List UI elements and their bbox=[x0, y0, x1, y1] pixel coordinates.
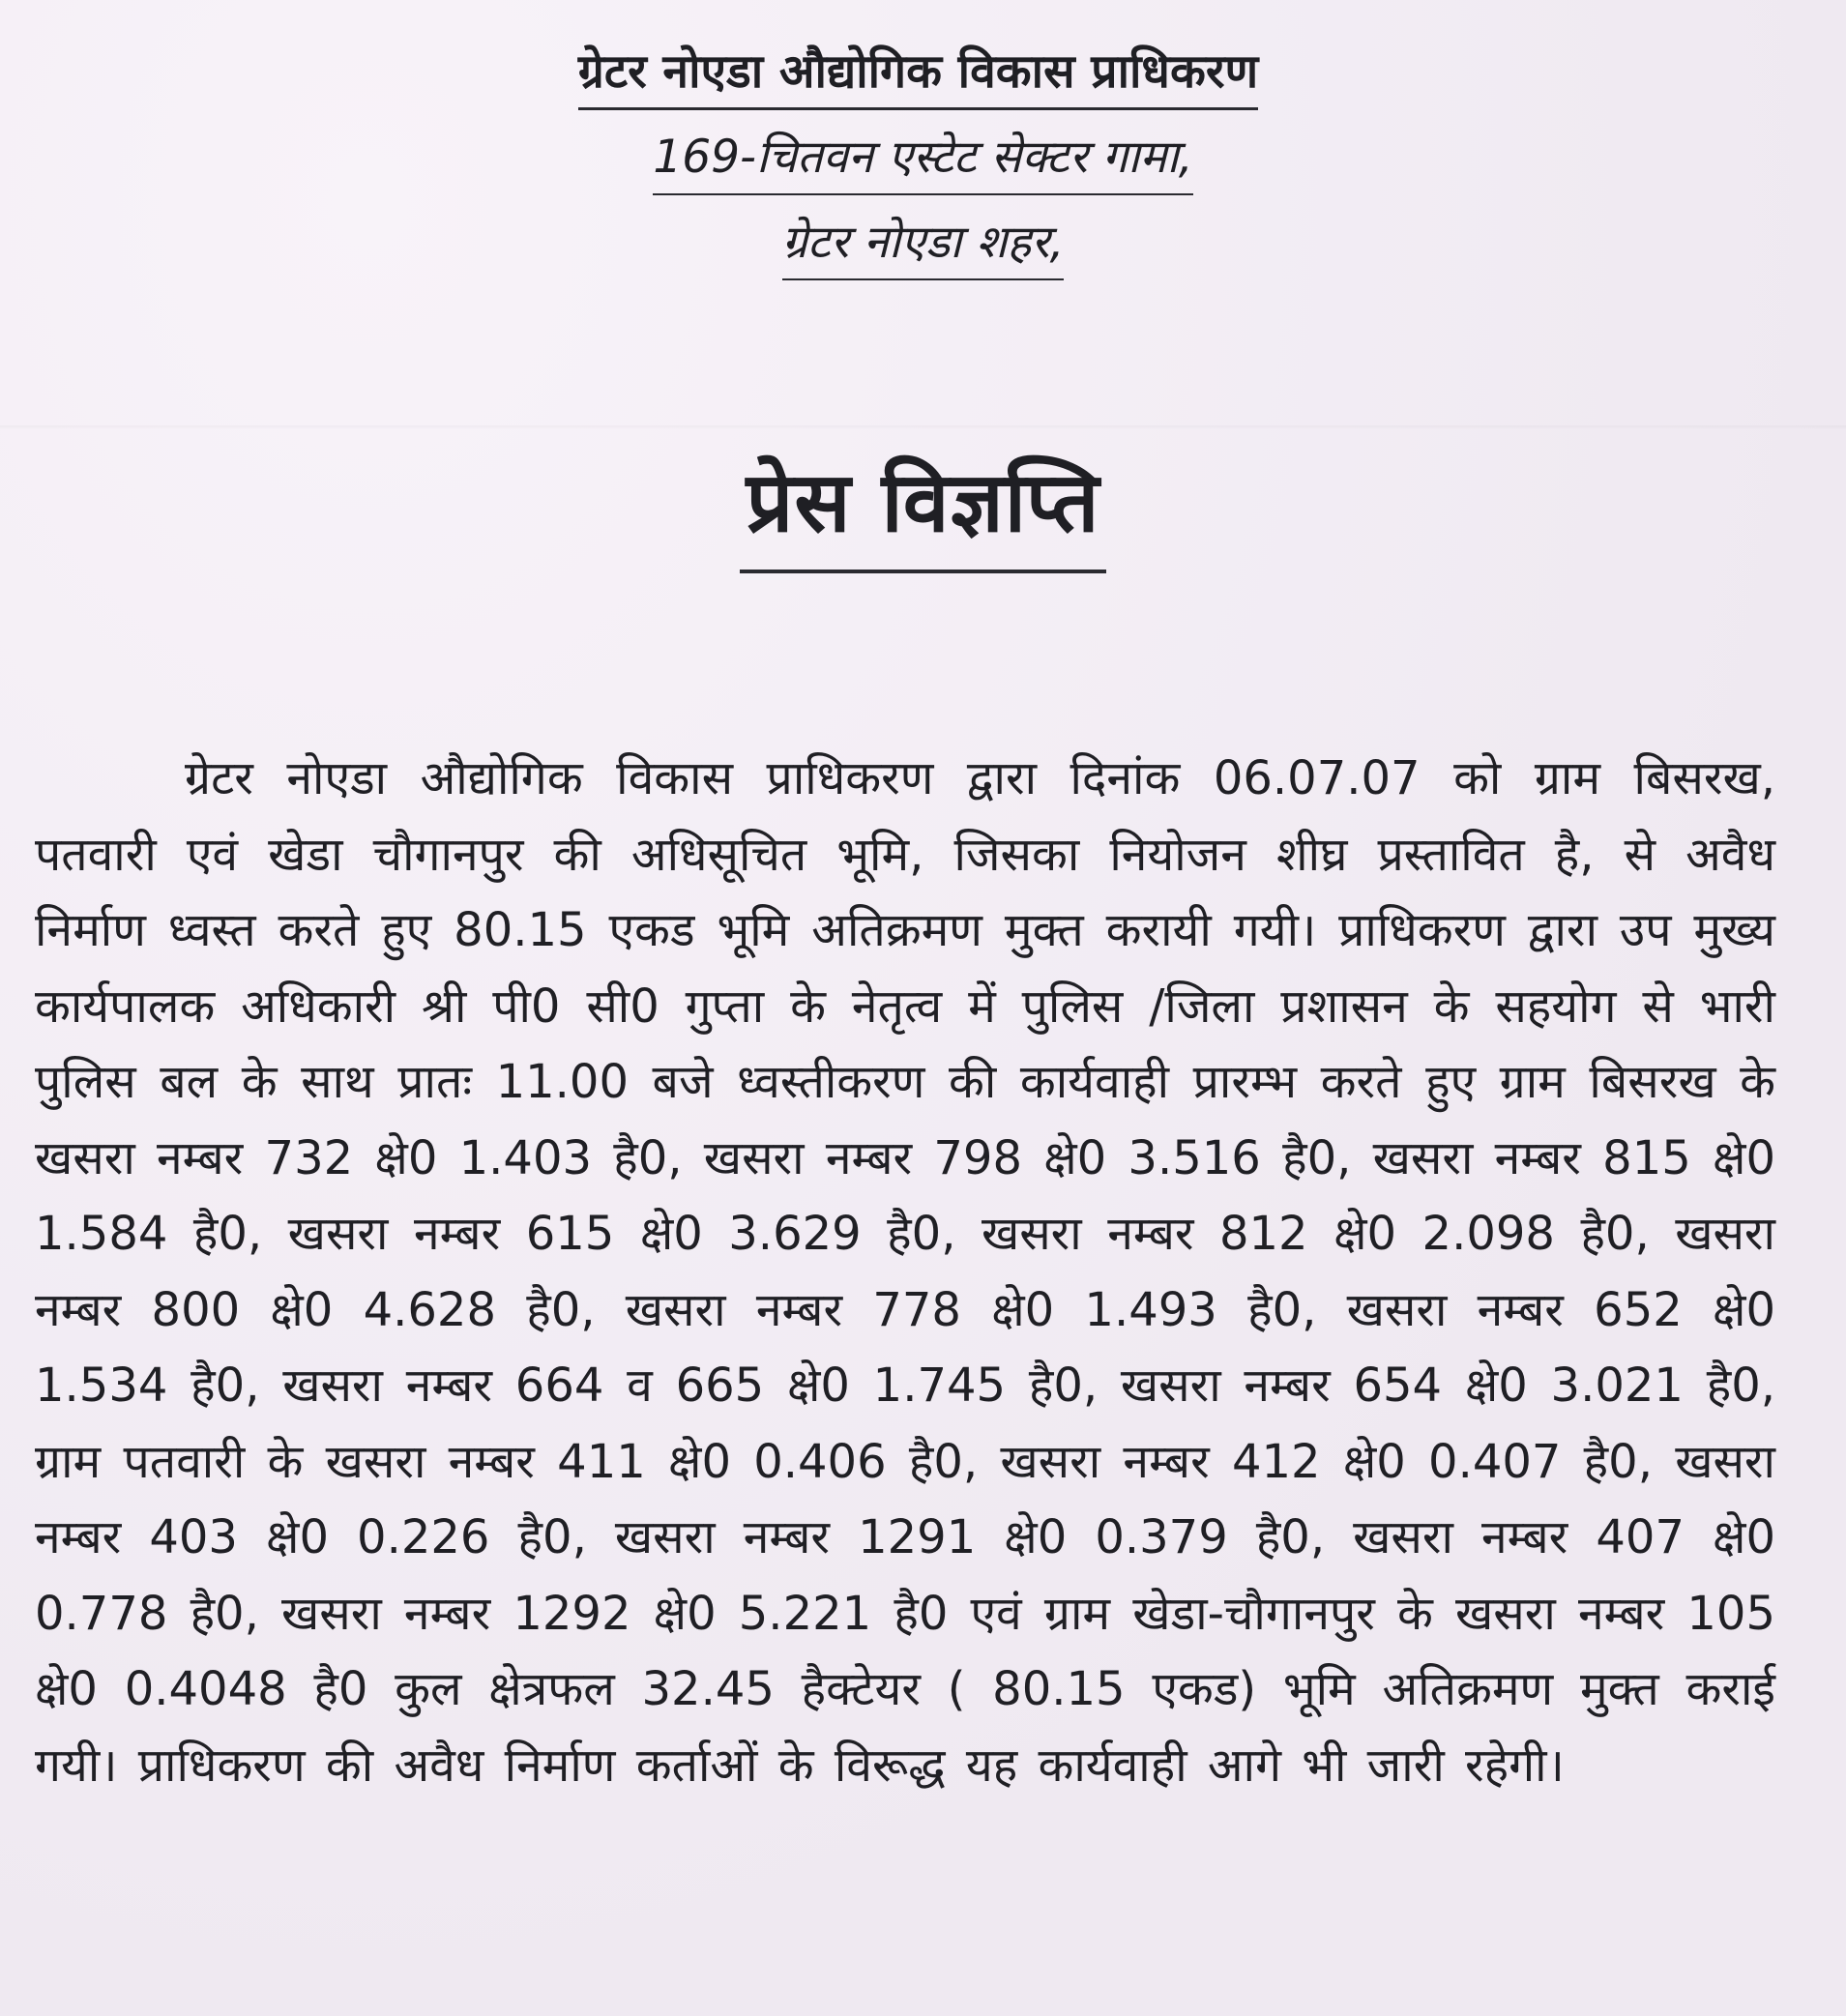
letterhead bbox=[0, 39, 1846, 280]
paper-fold bbox=[0, 425, 1846, 429]
address-line-2-wrap bbox=[0, 209, 1846, 280]
page-title: प्रेस विज्ञप्ति bbox=[740, 443, 1105, 573]
title-block bbox=[0, 443, 1846, 573]
address-line-2: ग्रेटर नोएडा शहर, bbox=[782, 209, 1065, 280]
address-line-1-wrap bbox=[0, 124, 1846, 195]
organization-name: ग्रेटर नोएडा औद्योगिक विकास प्राधिकरण bbox=[578, 39, 1258, 110]
press-release-body: ग्रेटर नोएडा औद्योगिक विकास प्राधिकरण द्वारा दिनांक 06.07.07 को ग्राम बिसरख, पतवारी एवं खेडा चौगानपुर की अधिसूचित भूमि, जिसका नियोजन शीघ्र प्रस्तावित है, से अवैध निर्माण ध्वस्त करते हुए 80.15 एकड भूमि अतिक्रमण मुक्त करायी गयी। प्राधिकरण द्वारा उप मुख्य कार्यपालक अधिकारी श्री पी0 सी0 गुप्ता के नेतृत्व में पुलिस /जिला प्रशासन के सहयोग से भारी पुलिस बल के साथ प्रातः 11.00 बजे ध्वस्तीकरण की कार्यवाही प्रारम्भ करते हुए ग्राम बिसरख के खसरा नम्बर 732 क्षे0 1.403 है0, खसरा नम्बर 798 क्षे0 3.516 है0, खसरा नम्बर 815 क्षे0 1.584 है0, खसरा नम्बर 615 क्षे0 3.629 है0, खसरा नम्बर 812 क्षे0 2.098 है0, खसरा नम्बर 800 क्षे0 4.628 है0, खसरा नम्बर 778 क्षे0 1.493 है0, खसरा नम्बर 652 क्षे0 1.534 है0, खसरा नम्बर 664 व 665 क्षे0 1.745 है0, खसरा नम्बर 654 क्षे0 3.021 है0, ग्राम पतवारी के खसरा नम्बर 411 क्षे0 0.406 है0, खसरा नम्बर 412 क्षे0 0.407 है0, खसरा नम्बर 403 क्षे0 0.226 है0, खसरा नम्बर 1291 क्षे0 0.379 है0, खसरा नम्बर 407 क्षे0 0.778 है0, खसरा नम्बर 1292 क्षे0 5.221 है0 एवं ग्राम खेडा-चौगानपुर के खसरा नम्बर 105 क्षे0 0.4048 है0 कुल क्षेत्रफल 32.45 हैक्टेयर ( 80.15 एकड) भूमि अतिक्रमण मुक्त कराई गयी। प्राधिकरण की अवैध निर्माण कर्ताओं के विरूद्ध यह कार्यवाही आगे भी जारी रहेगी। bbox=[35, 751, 1775, 1793]
address-line-1: 169-चितवन एस्टेट सेक्टर गामा, bbox=[653, 124, 1192, 195]
